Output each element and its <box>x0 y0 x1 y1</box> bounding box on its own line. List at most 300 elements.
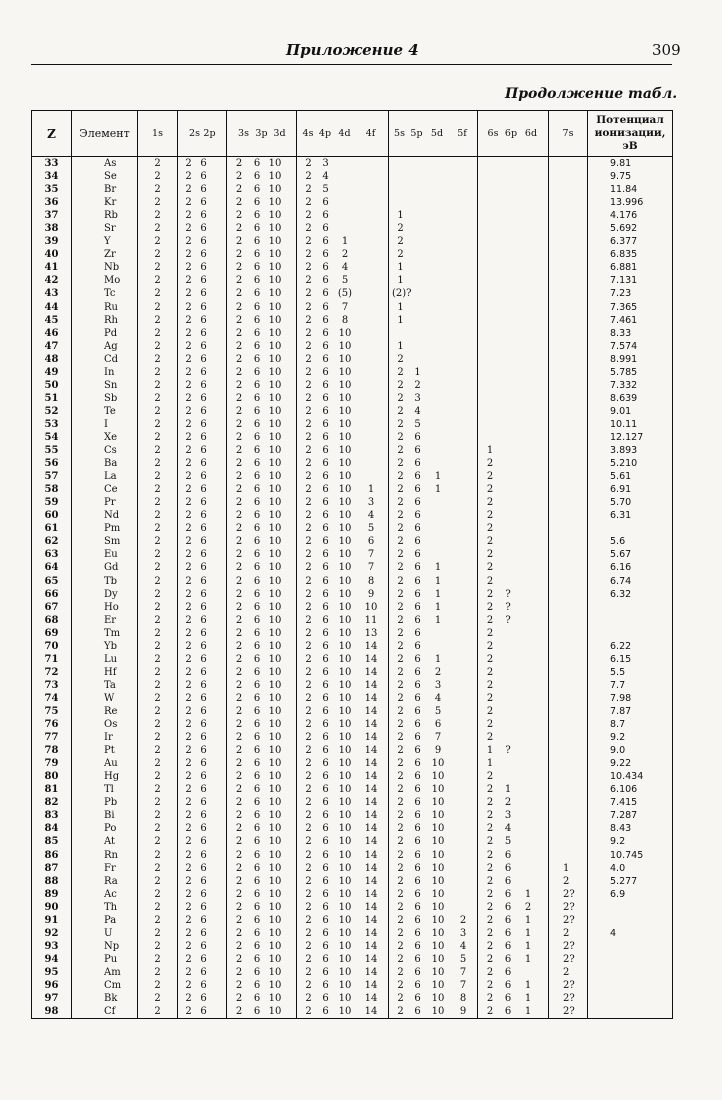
shell-2-cell <box>178 979 227 992</box>
subshell-occupancy: 1 <box>524 953 532 965</box>
ionization-potential-cell <box>588 614 673 627</box>
subshell-occupancy: 14 <box>364 901 378 913</box>
shell-2-cell <box>178 731 227 744</box>
ionization-potential-cell <box>588 953 673 966</box>
subshell-occupancy: 10 <box>268 158 282 170</box>
atomic-number-cell: 62 <box>32 535 72 548</box>
shell-5-cell <box>389 979 478 992</box>
header-5s: 5s <box>394 128 405 139</box>
element-symbol-cell: Po <box>72 822 138 835</box>
subshell-occupancy: 6 <box>322 405 329 417</box>
atomic-number-cell: 34 <box>32 170 72 183</box>
subshell-occupancy: 2 <box>235 771 243 783</box>
subshell-occupancy: 2 <box>235 327 243 339</box>
subshell-occupancy: 11 <box>364 614 378 626</box>
subshell-occupancy: 6 <box>200 432 207 443</box>
subshell-occupancy: 2 <box>185 458 192 470</box>
subshell-occupancy: 10 <box>338 601 352 613</box>
subshell-occupancy: 6 <box>322 340 329 352</box>
atomic-number-cell: 86 <box>32 848 72 861</box>
subshell-occupancy: 6 <box>200 262 207 274</box>
subshell-occupancy: 2 <box>235 666 243 678</box>
subshell-occupancy: 1 <box>486 745 494 757</box>
shell-3-cell <box>227 640 297 653</box>
subshell-occupancy: 6 <box>200 679 207 691</box>
shell-5-cell <box>389 770 478 783</box>
element-symbol-cell: Hf <box>72 666 138 679</box>
shell-5-cell <box>389 888 478 901</box>
shell-2-cell <box>178 301 227 314</box>
shell-1-cell: 2 <box>138 431 178 444</box>
table-row <box>32 470 673 483</box>
subshell-occupancy: 10 <box>431 979 445 991</box>
subshell-occupancy: 14 <box>364 810 378 822</box>
header-4d: 4d <box>338 128 351 139</box>
subshell-occupancy: 6 <box>253 692 261 704</box>
element-symbol-cell: Sm <box>72 535 138 548</box>
subshell-occupancy: 6 <box>200 353 207 365</box>
shell-5-cell <box>389 535 478 548</box>
shell-1-cell: 2 <box>138 274 178 287</box>
element-symbol-cell: Th <box>72 901 138 914</box>
subshell-occupancy: 6 <box>414 445 421 457</box>
shell-7s-cell <box>549 522 588 535</box>
subshell-occupancy: 1 <box>434 653 442 665</box>
subshell-occupancy: 10 <box>268 458 282 470</box>
subshell-occupancy: 9 <box>459 1006 467 1018</box>
subshell-occupancy: 10 <box>268 340 282 352</box>
table-row <box>32 353 673 366</box>
subshell-occupancy: 2 <box>185 210 192 222</box>
subshell-occupancy: 6 <box>414 601 421 613</box>
subshell-occupancy: 1 <box>434 601 442 613</box>
subshell-occupancy: 2 <box>486 927 494 939</box>
atomic-number-cell: 45 <box>32 314 72 327</box>
table-row <box>32 222 673 235</box>
subshell-occupancy: 14 <box>364 823 378 835</box>
shell-6-cell <box>478 940 549 953</box>
header-6p: 6p <box>504 128 518 139</box>
subshell-occupancy: 2 <box>235 875 243 887</box>
shell-1-cell: 2 <box>138 183 178 196</box>
subshell-occupancy: 2 <box>305 366 312 378</box>
subshell-occupancy: 5 <box>322 184 329 196</box>
subshell-occupancy: 2 <box>185 849 192 861</box>
shell-3-cell <box>227 979 297 992</box>
subshell-occupancy: 2 <box>397 458 404 470</box>
shell-7s-cell <box>549 679 588 692</box>
ionization-potential-cell: 5.277 <box>588 875 673 888</box>
subshell-occupancy: 2 <box>305 288 312 300</box>
shell-2-cell <box>178 822 227 835</box>
table-row <box>32 509 673 522</box>
table-row <box>32 444 673 457</box>
shell-1-cell: 2 <box>138 483 178 496</box>
subshell-occupancy: 10 <box>268 666 282 678</box>
subshell-occupancy: 3 <box>434 679 442 691</box>
shell-7s-cell <box>549 731 588 744</box>
subshell-occupancy: 2 <box>305 601 312 613</box>
subshell-occupancy: 6 <box>200 536 207 548</box>
shell-5-cell <box>389 627 478 640</box>
ionization-potential-cell: 6.15 <box>588 653 673 666</box>
subshell-occupancy: 6 <box>200 771 207 783</box>
electron-configuration-table <box>31 110 672 1040</box>
subshell-occupancy: 6 <box>504 979 512 991</box>
ionization-potential-cell: 4 <box>588 927 673 940</box>
subshell-occupancy: 6 <box>253 719 261 731</box>
subshell-occupancy: 5 <box>367 523 375 535</box>
subshell-occupancy: 6 <box>200 549 207 561</box>
subshell-occupancy: 10 <box>338 405 352 417</box>
element-symbol-cell: Cm <box>72 979 138 992</box>
header-rule <box>31 64 672 65</box>
subshell-occupancy: 10 <box>431 953 445 965</box>
table-continuation-caption: Продолжение табл. <box>505 86 678 102</box>
atomic-number-cell: 98 <box>32 1005 72 1019</box>
subshell-occupancy: 2 <box>397 614 404 626</box>
shell-5-cell <box>389 835 478 848</box>
subshell-occupancy: 6 <box>200 810 207 822</box>
element-symbol-cell: Tm <box>72 627 138 640</box>
shell-4-cell <box>297 614 389 627</box>
element-symbol-cell: Cs <box>72 444 138 457</box>
shell-5-cell <box>389 287 478 300</box>
shell-1-cell: 2 <box>138 601 178 614</box>
subshell-occupancy: 10 <box>268 771 282 783</box>
subshell-occupancy: 14 <box>364 640 378 652</box>
subshell-occupancy: 1 <box>524 979 532 991</box>
subshell-occupancy: 2 <box>185 732 192 744</box>
subshell-occupancy: 2 <box>185 197 192 209</box>
header-1s: 1s <box>138 111 178 157</box>
atomic-number-cell: 33 <box>32 157 72 171</box>
shell-3-cell <box>227 757 297 770</box>
subshell-occupancy: 6 <box>322 614 329 626</box>
subshell-occupancy: 10 <box>268 627 282 639</box>
subshell-occupancy: 2 <box>185 627 192 639</box>
element-symbol-cell: Ru <box>72 301 138 314</box>
subshell-occupancy: 6 <box>253 210 261 222</box>
shell-1-cell: 2 <box>138 314 178 327</box>
header-3s: 3s <box>238 128 249 139</box>
subshell-occupancy: 2 <box>486 888 494 900</box>
subshell-occupancy: 2 <box>397 523 404 535</box>
subshell-occupancy: 2 <box>486 823 494 835</box>
shell-6-cell <box>478 314 549 327</box>
shell-3-cell <box>227 927 297 940</box>
subshell-occupancy: 2 <box>305 379 312 391</box>
subshell-occupancy: 6 <box>414 523 421 535</box>
subshell-occupancy: 2 <box>305 210 312 222</box>
subshell-occupancy: 6 <box>504 966 512 978</box>
subshell-occupancy: 2 <box>486 601 494 613</box>
subshell-occupancy: 6 <box>253 927 261 939</box>
subshell-occupancy: 6 <box>322 497 329 509</box>
subshell-occupancy: 2 <box>185 418 192 430</box>
shell-1-cell: 2 <box>138 914 178 927</box>
header-4s: 4s <box>302 128 314 139</box>
shell-2-cell <box>178 483 227 496</box>
table-row <box>32 875 673 888</box>
subshell-occupancy: 2 <box>397 823 404 835</box>
shell-5-cell <box>389 848 478 861</box>
subshell-occupancy: 2 <box>305 432 312 443</box>
shell-7s-cell <box>549 548 588 561</box>
ionization-potential-cell: 6.377 <box>588 235 673 248</box>
subshell-occupancy: 10 <box>268 314 282 326</box>
subshell-occupancy: 2 <box>397 1006 404 1018</box>
atomic-number-cell: 49 <box>32 366 72 379</box>
atomic-number-cell: 35 <box>32 183 72 196</box>
subshell-occupancy: 10 <box>338 484 352 496</box>
subshell-occupancy: 3 <box>414 392 421 404</box>
shell-6-cell <box>478 496 549 509</box>
subshell-occupancy: 2 <box>235 692 243 704</box>
shell-1-cell: 2 <box>138 535 178 548</box>
subshell-occupancy: 10 <box>338 797 352 809</box>
element-symbol-cell: Eu <box>72 548 138 561</box>
shell-6-cell <box>478 927 549 940</box>
subshell-occupancy: 7 <box>341 301 349 313</box>
subshell-occupancy: 2 <box>185 614 192 626</box>
shell-1-cell: 2 <box>138 757 178 770</box>
element-symbol-cell: Te <box>72 405 138 418</box>
shell-1-cell: 2 <box>138 862 178 875</box>
subshell-occupancy: 2 <box>486 484 494 496</box>
subshell-occupancy: 10 <box>338 705 352 717</box>
shell-2-cell <box>178 418 227 431</box>
shell-4-cell <box>297 953 389 966</box>
shell-5-cell <box>389 353 478 366</box>
subshell-occupancy: 14 <box>364 784 378 796</box>
atomic-number-cell: 66 <box>32 588 72 601</box>
shell-5-cell <box>389 1005 478 1019</box>
subshell-occupancy: 2 <box>185 901 192 913</box>
shell-3-cell <box>227 522 297 535</box>
shell-5-cell <box>389 196 478 209</box>
shell-4-cell <box>297 1005 389 1019</box>
subshell-occupancy: 6 <box>322 679 329 691</box>
shell-4-cell <box>297 457 389 470</box>
subshell-occupancy: 6 <box>414 536 421 548</box>
subshell-occupancy: 6 <box>504 940 512 952</box>
table-body <box>32 157 673 1019</box>
shell-7s-cell: 2 <box>549 927 588 940</box>
shell-2-cell <box>178 692 227 705</box>
shell-6-cell <box>478 287 549 300</box>
shell-5-cell <box>389 822 478 835</box>
shell-7s-cell <box>549 496 588 509</box>
subshell-occupancy: 6 <box>414 797 421 809</box>
element-symbol-cell: Ag <box>72 340 138 353</box>
subshell-occupancy: 2 <box>185 862 192 874</box>
shell-3-cell <box>227 796 297 809</box>
shell-6-cell <box>478 718 549 731</box>
atomic-number-cell: 67 <box>32 601 72 614</box>
shell-5-cell <box>389 575 478 588</box>
subshell-occupancy: 10 <box>338 392 352 404</box>
subshell-occupancy: 2 <box>397 679 404 691</box>
subshell-occupancy: 6 <box>414 784 421 796</box>
subshell-occupancy: 6 <box>322 262 329 274</box>
subshell-occupancy: 10 <box>338 901 352 913</box>
shell-6-cell <box>478 575 549 588</box>
shell-6-cell <box>478 757 549 770</box>
shell-7s-cell <box>549 796 588 809</box>
shell-7s-cell: 2? <box>549 940 588 953</box>
shell-2-cell <box>178 340 227 353</box>
ionization-potential-cell <box>588 901 673 914</box>
subshell-occupancy: 2 <box>397 562 404 574</box>
shell-2-cell <box>178 927 227 940</box>
subshell-occupancy: 6 <box>414 692 421 704</box>
subshell-occupancy: 2 <box>486 719 494 731</box>
atomic-number-cell: 69 <box>32 627 72 640</box>
table-row <box>32 757 673 770</box>
header-element: Элемент <box>72 111 138 157</box>
subshell-occupancy: 10 <box>338 458 352 470</box>
subshell-occupancy: 2 <box>486 523 494 535</box>
table-row <box>32 379 673 392</box>
subshell-occupancy: 2 <box>305 510 312 522</box>
shell-7s-cell <box>549 170 588 183</box>
subshell-occupancy: 2 <box>235 210 243 222</box>
table-row <box>32 914 673 927</box>
shell-2-cell <box>178 1005 227 1019</box>
subshell-occupancy: 2 <box>305 236 312 248</box>
shell-6-cell <box>478 1005 549 1019</box>
shell-7s-cell <box>549 809 588 822</box>
subshell-occupancy: 2 <box>434 666 442 678</box>
subshell-occupancy: 6 <box>253 471 261 483</box>
shell-7s-cell <box>549 392 588 405</box>
subshell-occupancy: 6 <box>253 288 261 300</box>
subshell-occupancy: 1 <box>397 210 404 222</box>
shell-6-cell <box>478 327 549 340</box>
subshell-occupancy: 10 <box>268 510 282 522</box>
subshell-occupancy: 2 <box>305 914 312 926</box>
subshell-occupancy: 1 <box>524 1006 532 1018</box>
subshell-occupancy: 2 <box>185 510 192 522</box>
subshell-occupancy: 2 <box>486 836 494 848</box>
subshell-occupancy: 2 <box>486 771 494 783</box>
element-symbol-cell: Sn <box>72 379 138 392</box>
subshell-occupancy: 6 <box>200 171 207 183</box>
ionization-potential-cell: 9.22 <box>588 757 673 770</box>
subshell-occupancy: 2 <box>185 484 192 496</box>
subshell-occupancy: 2 <box>397 810 404 822</box>
subshell-occupancy: 6 <box>414 719 421 731</box>
subshell-occupancy: 6 <box>200 745 207 757</box>
subshell-occupancy: 6 <box>322 888 329 900</box>
shell-3-cell <box>227 966 297 979</box>
subshell-occupancy: 6 <box>200 392 207 404</box>
shell-6-cell <box>478 548 549 561</box>
shell-2-cell <box>178 261 227 274</box>
subshell-occupancy: 2 <box>235 888 243 900</box>
subshell-occupancy: 6 <box>200 627 207 639</box>
shell-4-cell <box>297 835 389 848</box>
shell-3-cell <box>227 901 297 914</box>
atomic-number-cell: 53 <box>32 418 72 431</box>
subshell-occupancy: 6 <box>504 1006 512 1018</box>
ionization-potential-cell: 12.127 <box>588 431 673 444</box>
subshell-occupancy: 10 <box>338 614 352 626</box>
subshell-occupancy: 10 <box>338 379 352 391</box>
subshell-occupancy: 10 <box>338 679 352 691</box>
subshell-occupancy: 10 <box>338 927 352 939</box>
subshell-occupancy: 2 <box>235 823 243 835</box>
ionization-potential-cell: 7.332 <box>588 379 673 392</box>
shell-4-cell <box>297 431 389 444</box>
shell-2-cell <box>178 640 227 653</box>
subshell-occupancy: 2 <box>185 497 192 509</box>
shell-2-cell <box>178 914 227 927</box>
subshell-occupancy: 6 <box>367 536 375 548</box>
shell-6-cell <box>478 522 549 535</box>
subshell-occupancy: 6 <box>253 418 261 430</box>
subshell-occupancy: 6 <box>200 797 207 809</box>
table-row <box>32 588 673 601</box>
subshell-occupancy: 2 <box>185 353 192 365</box>
atomic-number-cell: 56 <box>32 457 72 470</box>
shell-3-cell <box>227 666 297 679</box>
ionization-potential-cell: 7.23 <box>588 287 673 300</box>
subshell-occupancy: 10 <box>268 353 282 365</box>
subshell-occupancy: 2 <box>185 184 192 196</box>
subshell-occupancy: 2 <box>235 745 243 757</box>
element-symbol-cell: Sr <box>72 222 138 235</box>
subshell-occupancy: 1 <box>524 888 532 900</box>
shell-1-cell: 2 <box>138 509 178 522</box>
shell-1-cell: 2 <box>138 692 178 705</box>
element-symbol-cell: Sb <box>72 392 138 405</box>
shell-4-cell <box>297 301 389 314</box>
table-row <box>32 170 673 183</box>
subshell-occupancy: 6 <box>253 484 261 496</box>
element-symbol-cell: Kr <box>72 196 138 209</box>
ionization-potential-cell: 7.287 <box>588 809 673 822</box>
subshell-occupancy: 10 <box>338 692 352 704</box>
ionization-potential-cell: 7.574 <box>588 340 673 353</box>
subshell-occupancy: 6 <box>253 549 261 561</box>
subshell-occupancy: 2 <box>185 679 192 691</box>
subshell-occupancy: 2 <box>459 914 467 926</box>
subshell-occupancy: 2 <box>305 862 312 874</box>
subshell-occupancy: 2 <box>486 914 494 926</box>
subshell-occupancy: 6 <box>322 314 329 326</box>
subshell-occupancy: 10 <box>338 875 352 887</box>
shell-5-cell <box>389 209 478 222</box>
subshell-occupancy: 2 <box>305 471 312 483</box>
subshell-occupancy: 2 <box>397 862 404 874</box>
element-symbol-cell: Pa <box>72 914 138 927</box>
subshell-occupancy: 6 <box>322 510 329 522</box>
subshell-occupancy: 6 <box>414 953 421 965</box>
table-row <box>32 966 673 979</box>
shell-5-cell <box>389 914 478 927</box>
subshell-occupancy: 6 <box>414 666 421 678</box>
subshell-occupancy: 2 <box>486 640 494 652</box>
subshell-occupancy: 6 <box>253 523 261 535</box>
shell-4-cell <box>297 444 389 457</box>
subshell-occupancy: 10 <box>268 979 282 991</box>
subshell-occupancy: 2 <box>305 171 312 183</box>
subshell-occupancy: 6 <box>414 614 421 626</box>
subshell-occupancy: 2 <box>235 262 243 274</box>
subshell-occupancy: 2 <box>185 588 192 600</box>
